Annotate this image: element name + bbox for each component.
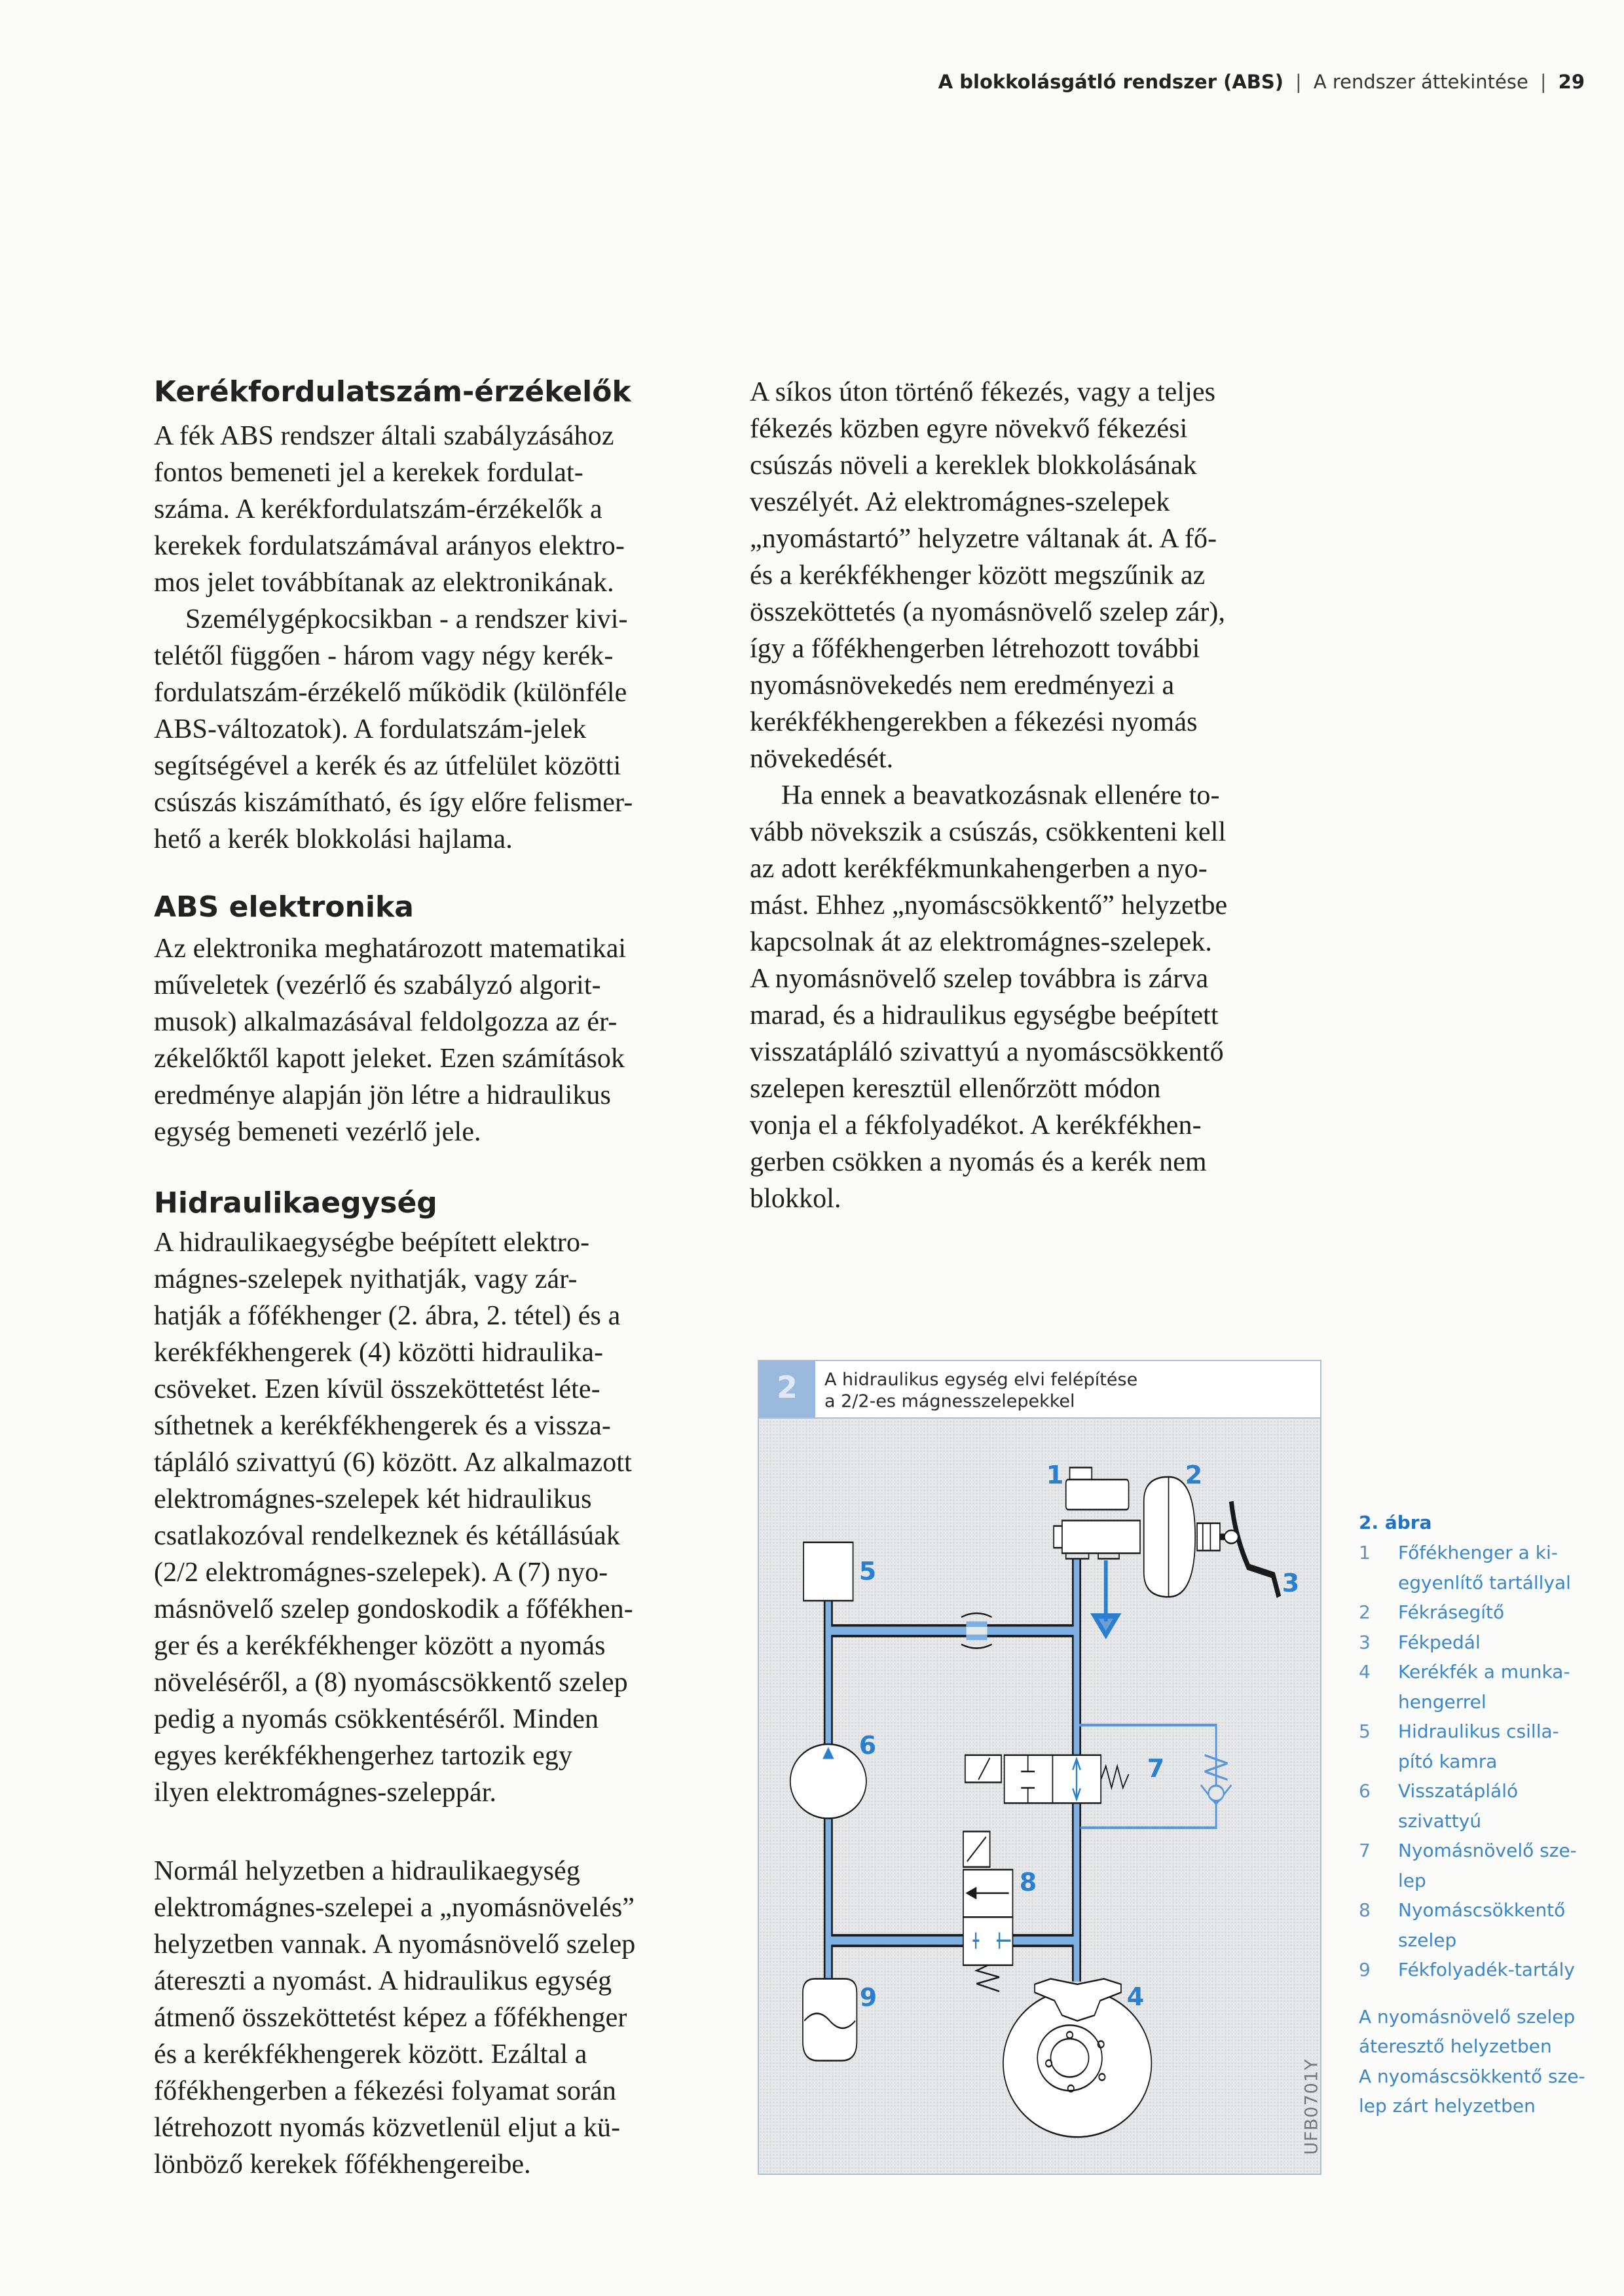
legend-number: 8 — [1359, 1899, 1371, 1921]
text-line: A síkos úton történő fékezés, vagy a teljes — [750, 377, 1216, 407]
text-line: így a főfékhengerben létrehozott további — [750, 634, 1200, 664]
text-line: és a kerékfékhengerek között. Ezáltal a — [154, 2039, 587, 2069]
text-line: mos jelet továbbítanak az elektronikának. — [154, 568, 614, 598]
diagram-label-2: 2 — [1185, 1461, 1203, 1489]
text-line: veszélyét. Aż elektromágnes-szelepek — [750, 487, 1170, 517]
diagram-label-9: 9 — [859, 1983, 877, 2012]
diagram-label-7: 7 — [1147, 1754, 1165, 1783]
text-line: csúszás növeli a kereklek blokkolásának — [750, 450, 1197, 481]
text-line: A hidraulikaegységbe beépített elektro- — [154, 1228, 590, 1258]
paragraph — [154, 601, 633, 858]
legend-item — [1359, 1717, 1585, 1776]
text-line: Normál helyzetben a hidraulikaegység — [154, 1856, 580, 1886]
section-heading: ABS elektronika — [154, 890, 414, 924]
legend-text-line: Kerékfék a munka- — [1398, 1661, 1570, 1683]
text-line: vább növekszik a csúszás, csökkenteni kell — [750, 817, 1227, 847]
text-line: blokkol. — [750, 1184, 841, 1214]
text-line: hatják a főfékhenger (2. ábra, 2. tétel) és a — [154, 1301, 621, 1331]
legend-text — [1398, 1538, 1571, 1597]
text-line: műveletek (vezérlő és szabályzó algorit- — [154, 970, 601, 1000]
text-line: telétől függően - három vagy négy kerék- — [154, 641, 614, 671]
separator: | — [1540, 71, 1547, 93]
image-code: UFB0701Y — [1301, 2058, 1322, 2155]
text-line: átmenő összeköttetést képez a főfékhenger — [154, 2003, 627, 2033]
text-line: helyzetben vannak. A nyomásnövelő szelep — [154, 1929, 636, 1959]
figure-legend — [1359, 1508, 1585, 2121]
text-line: egység bemeneti vezérlő jele. — [154, 1117, 481, 1147]
legend-text-line: Visszatápláló — [1398, 1780, 1519, 1802]
inlet-valve — [965, 1755, 1129, 1803]
paragraph — [750, 374, 1225, 777]
paragraph — [154, 1853, 635, 2183]
paragraph — [154, 418, 625, 601]
legend-text-line: Hidraulikus csilla- — [1398, 1721, 1559, 1742]
text-line: gerben csökken a nyomás és a kerék nem — [750, 1147, 1207, 1177]
legend-note-line: áteresztő helyzetben — [1359, 2035, 1552, 2057]
legend-text-line: Nyomásnövelő sze- — [1398, 1840, 1577, 1861]
text-line: elektromágnes-szelepek két hidraulikus — [154, 1484, 592, 1514]
legend-number: 2 — [1359, 1601, 1371, 1623]
text-line: Ha ennek a beavatkozásnak ellenére to- — [781, 780, 1220, 811]
legend-text — [1398, 1895, 1565, 1955]
text-line: Személygépkocsikban - a rendszer kivi- — [185, 604, 628, 634]
text-line: musok) alkalmazásával feldolgozza az ér- — [154, 1007, 618, 1037]
text-line: átereszti a nyomást. A hidraulikus egység — [154, 1966, 612, 1996]
text-line: csöveket. Ezen kívül összeköttetést léte- — [154, 1374, 600, 1404]
page-number: 29 — [1558, 71, 1585, 93]
text-line: és a kerékfékhenger között megszűnik az — [750, 560, 1206, 591]
text-line: vonja el a fékfolyadékot. A kerékfékhen- — [750, 1110, 1202, 1140]
legend-number: 1 — [1359, 1542, 1371, 1563]
text-line: növeléséről, a (8) nyomáscsökkentő szelep — [154, 1667, 628, 1698]
legend-number: 7 — [1359, 1840, 1371, 1861]
legend-item — [1359, 1657, 1585, 1717]
legend-text — [1398, 1597, 1504, 1628]
diagram-label-1: 1 — [1046, 1461, 1064, 1489]
text-line: lönböző kerekek főfékhengereibe. — [154, 2149, 531, 2179]
section-heading-block — [154, 374, 631, 410]
text-line: (2/2 elektromágnes-szelepek). A (7) nyo- — [154, 1558, 608, 1588]
diagram-label-5: 5 — [858, 1557, 877, 1586]
legend-text-line: lep — [1398, 1869, 1426, 1891]
text-line: összeköttetés (a nyomásnövelő szelep zár), — [750, 597, 1226, 627]
legend-text — [1398, 1657, 1570, 1717]
legend-note-line: A nyomásnövelő szelep — [1359, 2005, 1576, 2028]
text-line: kapcsolnak át az elektromágnes-szelepek. — [750, 927, 1213, 957]
text-line: kerékfékhengerekben a fékezési nyomás — [750, 707, 1198, 737]
text-line: másnövelő szelep gondoskodik a főfékhen- — [154, 1594, 633, 1624]
legend-item — [1359, 1597, 1585, 1628]
text-line: egyes kerékfékhengerhez tartozik egy — [154, 1741, 573, 1771]
legend-text-line: szivattyú — [1398, 1810, 1482, 1832]
text-line: fordulatszám-érzékelő működik (különféle — [154, 678, 627, 708]
text-line: mást. Ehhez „nyomáscsökkentő” helyzetbe — [750, 890, 1228, 920]
text-line: kerékfékhengerek (4) közötti hidraulika- — [154, 1338, 604, 1368]
section-title: A rendszer áttekintése — [1313, 71, 1528, 93]
text-line: zékelőktől kapott jeleket. Ezen számítások — [154, 1044, 625, 1074]
legend-item — [1359, 1955, 1585, 1985]
diagram-label-6: 6 — [858, 1731, 877, 1760]
legend-number: 5 — [1359, 1721, 1371, 1742]
text-line: A nyomásnövelő szelep továbbra is zárva — [750, 964, 1209, 994]
text-line: szelepen keresztül ellenőrzött módon — [750, 1074, 1161, 1104]
text-line: segítségével a kerék és az útfelület közötti — [154, 751, 621, 781]
text-line: Az elektronika meghatározott matematikai — [154, 934, 627, 964]
text-line: növekedését. — [750, 744, 894, 774]
legend-number: 3 — [1359, 1631, 1371, 1653]
text-line: síthetnek a kerékfékhengerek és a vissza- — [154, 1411, 611, 1441]
legend-text — [1398, 1955, 1575, 1985]
text-line: „nyomástartó” helyzetre váltanak át. A fő- — [750, 524, 1217, 554]
diagram-label-4: 4 — [1126, 1982, 1145, 2011]
text-line: ilyen elektromágnes-szeleppár. — [154, 1777, 497, 1808]
legend-notes — [1359, 2002, 1585, 2121]
legend-item — [1359, 1538, 1585, 1597]
legend-text-line: egyenlítő tartállyal — [1398, 1571, 1571, 1594]
legend-text-line: Nyomáscsökkentő — [1398, 1899, 1566, 1921]
legend-item — [1359, 1776, 1585, 1836]
legend-text-line: Fékpedál — [1398, 1631, 1481, 1653]
brake-pedal — [1220, 1501, 1279, 1597]
paragraph — [154, 930, 626, 1150]
legend-text-line: Fékrásegítő — [1398, 1601, 1505, 1623]
outlet-valve — [963, 1832, 1012, 1992]
legend-note-line: lep zárt helyzetben — [1359, 2095, 1536, 2117]
section-heading: Kerékfordulatszám-érzékelők — [154, 375, 631, 409]
hydraulic-diagram — [747, 1349, 1336, 2200]
legend-text — [1398, 1628, 1481, 1658]
section-heading-block — [154, 1185, 437, 1222]
legend-item — [1359, 1836, 1585, 1895]
text-line: csatlakozóval rendelkeznek és kétállásúak — [154, 1521, 620, 1551]
legend-title: 2. ábra — [1359, 1512, 1432, 1533]
figure-number: 2 — [759, 1361, 815, 1417]
paragraph — [154, 1224, 633, 1811]
flow-arrow — [1094, 1560, 1117, 1635]
text-line: fékezés közben egyre növekvő fékezési — [750, 414, 1188, 444]
running-header — [938, 71, 1585, 93]
master-cylinder — [1054, 1468, 1140, 1559]
text-line: létrehozott nyomás közvetlenül eljut a kü- — [154, 2113, 621, 2143]
brake-booster — [1144, 1477, 1220, 1597]
text-line: pedig a nyomás csökkentéséről. Minden — [154, 1704, 599, 1734]
paragraph — [750, 777, 1227, 1217]
section-heading-block — [154, 889, 414, 926]
caption-line: a 2/2-es mágnesszelepekkel — [824, 1391, 1075, 1412]
text-line: elektromágnes-szelepei a „nyomásnövelés” — [154, 1893, 635, 1923]
text-line: fontos bemeneti jel a kerekek fordulat- — [154, 458, 583, 488]
section-heading: Hidraulikaegység — [154, 1186, 437, 1220]
legend-number: 9 — [1359, 1959, 1371, 1980]
brake-fluid-reservoir — [803, 1979, 857, 2061]
text-line: nyomásnövekedés nem eredményezi a — [750, 670, 1175, 701]
return-pump — [790, 1744, 866, 1818]
caption-line: A hidraulikus egység elvi felépítése — [824, 1370, 1138, 1390]
text-line: az adott kerékfékmunkahengerben a nyo- — [750, 854, 1208, 884]
text-line: kerekek fordulatszámával arányos elektro- — [154, 531, 625, 561]
legend-number: 4 — [1359, 1661, 1371, 1683]
text-line: eredménye alapján jön létre a hidraulikus — [154, 1080, 611, 1110]
text-line: A fék ABS rendszer általi szabályzásához — [154, 421, 614, 451]
text-line: visszatápláló szivattyú a nyomáscsökkentő — [750, 1037, 1224, 1067]
text-line: száma. A kerékfordulatszám-érzékelők a — [154, 494, 602, 524]
legend-number: 6 — [1359, 1780, 1371, 1802]
text-line: ger és a kerékfékhenger között a nyomás — [154, 1631, 606, 1661]
legend-text-line: Fékfolyadék-tartály — [1398, 1959, 1575, 1980]
text-line: ABS-változatok). A fordulatszám-jelek — [154, 714, 587, 744]
text-line: főfékhengerben a fékezési folyamat során — [154, 2076, 616, 2106]
legend-text — [1398, 1836, 1577, 1895]
separator: | — [1295, 71, 1302, 93]
legend-text-line: hengerrel — [1398, 1690, 1486, 1713]
text-line: mágnes-szelepek nyithatják, vagy zár- — [154, 1264, 578, 1294]
diagram-label-3: 3 — [1282, 1569, 1300, 1597]
legend-item — [1359, 1895, 1585, 1955]
text-line: csúszás kiszámítható, és így előre felismer- — [154, 788, 633, 818]
legend-item — [1359, 1628, 1585, 1658]
legend-text-line: szelep — [1398, 1929, 1457, 1951]
damping-chamber — [803, 1542, 853, 1601]
legend-text — [1398, 1776, 1518, 1836]
legend-text — [1398, 1717, 1559, 1776]
legend-text-line: Főfékhenger a ki- — [1398, 1542, 1558, 1563]
legend-note-line: A nyomáscsökkentő sze- — [1359, 2065, 1585, 2087]
text-line: tápláló szivattyú (6) között. Az alkalmazott — [154, 1448, 632, 1478]
text-line: hető a kerék blokkolási hajlama. — [154, 824, 513, 854]
text-line: marad, és a hidraulikus egységbe beépített — [750, 1000, 1219, 1030]
legend-text-line: pító kamra — [1398, 1750, 1498, 1772]
diagram-label-8: 8 — [1019, 1868, 1037, 1897]
chapter-title: A blokkolásgátló rendszer (ABS) — [938, 71, 1284, 93]
